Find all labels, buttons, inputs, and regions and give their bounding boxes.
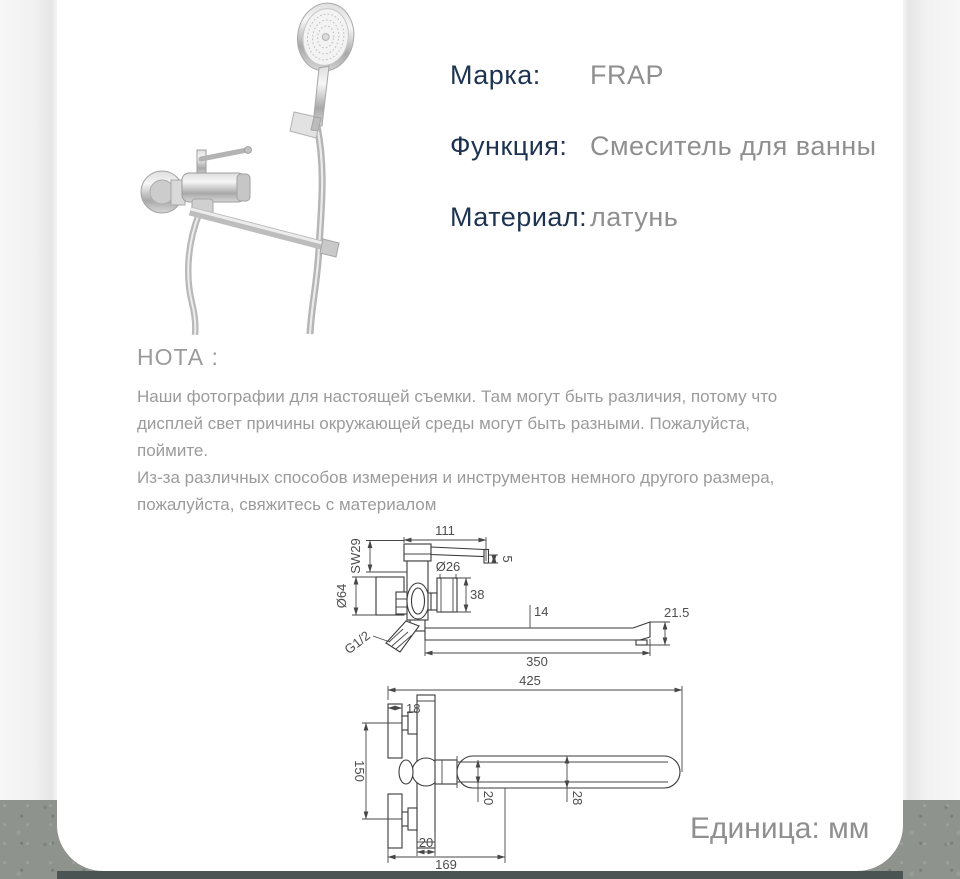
dim-label-150: 150: [352, 760, 367, 782]
top-view-wall-plate-lower: [388, 794, 402, 848]
spec-row-function: [450, 131, 920, 165]
dim-sw29: [348, 538, 407, 573]
drawing-top-view: [330, 660, 700, 870]
side-view-handle: [431, 547, 484, 557]
spec-label-function: Функция:: [450, 131, 568, 161]
spec-value-material: латунь: [590, 202, 679, 232]
side-view-diverter: [437, 578, 457, 612]
note-line: пожалуйста, свяжитесь с материалом: [137, 495, 437, 514]
spec-row-brand: [450, 60, 920, 94]
spec-row-material: [450, 202, 920, 236]
dim-21-5: [647, 605, 689, 645]
note-title: НОТА :: [137, 344, 219, 370]
note-line: дисплей свет причины окружающей среды могут быть разными. Пожалуйста,: [137, 414, 751, 433]
dim-label-g12: G1/2: [341, 627, 373, 658]
dim-label-111: 111: [435, 523, 455, 538]
faucet-hose: [188, 214, 199, 335]
top-view-wall-plate-upper: [388, 704, 402, 758]
shower-head: [293, 0, 359, 75]
faucet-lever: [201, 150, 247, 159]
note-line: Наши фотографии для настоящей съемки. Там могут быть различия, потому что: [137, 387, 778, 406]
dim-label-21-5: 21.5: [664, 605, 690, 620]
side-view-spout: [425, 622, 650, 640]
note-block: [137, 344, 837, 518]
dim-label-5: 5: [500, 555, 515, 563]
dim-26: [436, 559, 461, 579]
note-line: Из-за различных способов измерения и инструментов немного другого размера,: [137, 468, 775, 487]
dim-38: [457, 578, 484, 612]
spec-label-brand: Марка:: [450, 60, 541, 90]
product-photo: [100, 0, 440, 335]
dim-label-sw29: SW29: [348, 538, 363, 574]
dim-label-28: 28: [570, 790, 585, 806]
dim-64: [334, 577, 376, 615]
faucet-body: [141, 147, 251, 214]
dim-20-body: [417, 832, 435, 856]
dim-label-350: 350: [526, 654, 548, 668]
dim-label-26: Ø26: [435, 559, 461, 574]
drawing-side-view: [330, 513, 700, 668]
dim-14: [530, 604, 548, 628]
dim-label-38: 38: [470, 587, 485, 602]
top-view-spout: [457, 756, 680, 788]
dim-label-64: Ø64: [334, 583, 349, 609]
dim-label-14: 14: [534, 604, 549, 619]
dim-label-169: 169: [435, 857, 457, 870]
unit-label: Единица: мм: [690, 812, 870, 845]
spec-value-brand: FRAP: [590, 60, 665, 90]
top-view-faucet-outline: [388, 695, 680, 848]
dim-label-20-body: 20: [418, 835, 434, 850]
dim-label-18: 18: [406, 701, 421, 716]
faucet-riser: [197, 150, 206, 176]
dim-5: [489, 555, 516, 563]
dim-g12: [342, 628, 390, 657]
note-line: поймите.: [137, 441, 209, 460]
spec-value-function: Смеситель для ванны: [590, 131, 877, 161]
shower-hose: [310, 126, 322, 334]
spec-label-material: Материал:: [450, 202, 588, 232]
dim-label-20-spout: 20: [481, 790, 496, 806]
dim-label-425: 425: [519, 673, 541, 688]
